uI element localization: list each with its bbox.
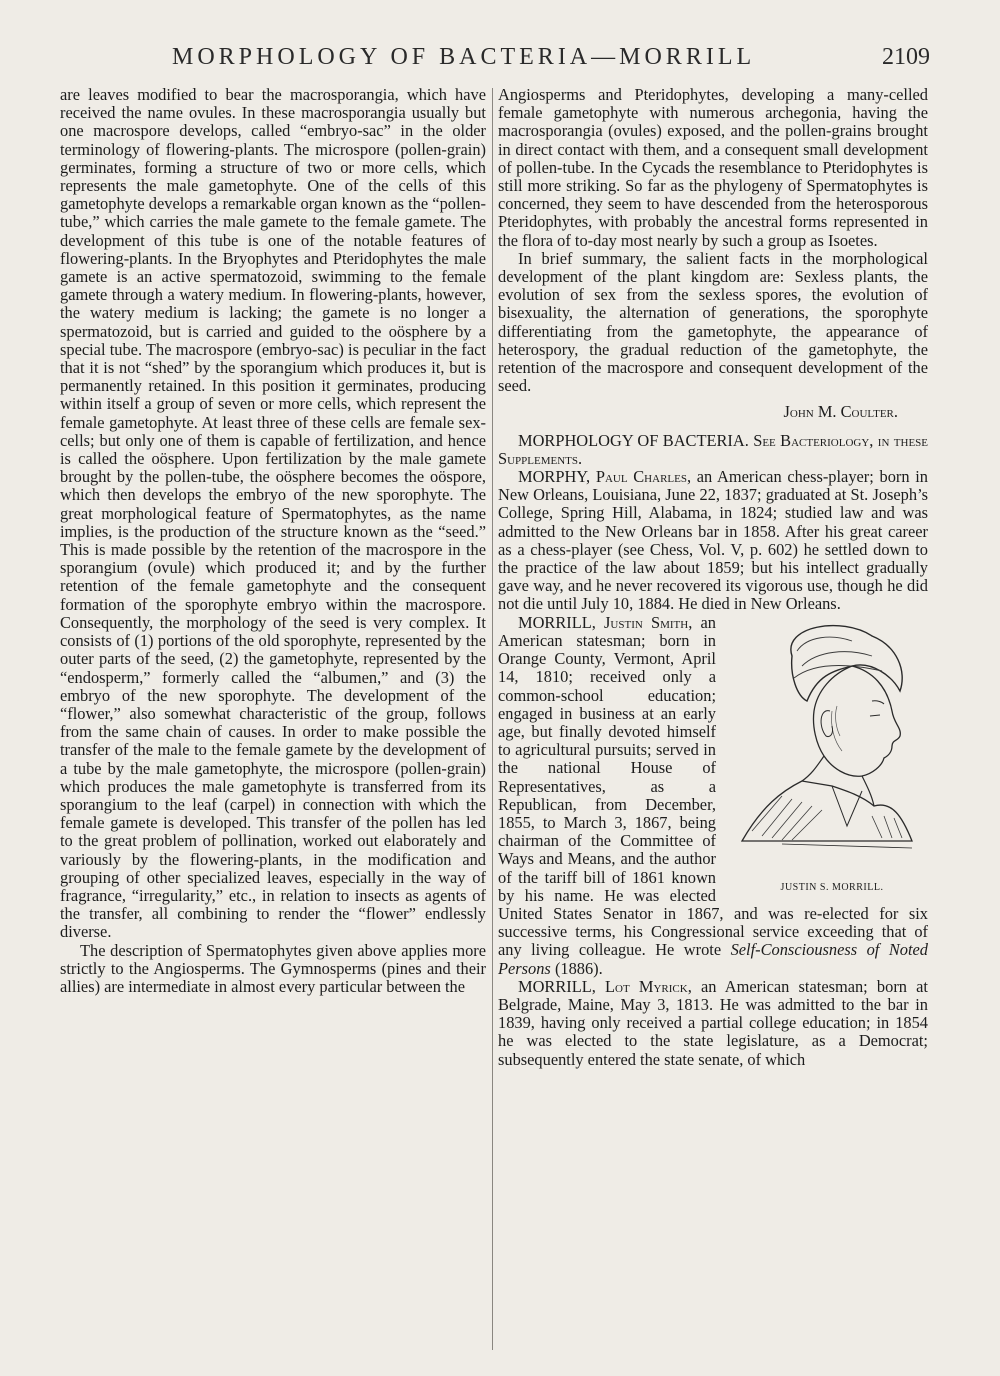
coulter-article-continuation-right: Angiosperms and Pteridophytes, developing a many-celled female gametophyte with numerous archegonia, having the macrosporangia (ovules) exposed, and the pollen-grains brought in direct contact with them, and a consequent small development of pollen-tube. In the Cycads the resemblance to Pteridophytes is still more striking. So far as the phylogeny of Spermatophytes is concerned, they seem to have descended from the heterosporous Pteridophytes, with probably the ancestral forms represented in the flora of to-day most nearly by such a group as Isoetes. <box>498 85 928 250</box>
author-signature: John M. Coulter. <box>783 402 898 422</box>
entry-headword: MORRILL, <box>518 976 596 996</box>
entry-headword: MORRILL, <box>518 612 596 632</box>
entry-morrill-justin-smith <box>498 614 928 978</box>
entry-morphy <box>498 468 928 614</box>
portrait-figure <box>722 616 934 898</box>
entry-text: an American statesman; born in Orange County, Vermont, April 14, 1810; received only a common-school education; engaged in business at an early age, but finally devoted himself to agricultural pursuits; served in the national House of Representatives, as a Republican, from December, 1855, to March 3, 1867, being chairman of the Committee of Ways and Means, and the author of the tariff bill of 1861 known by his name. He was elected United States Senator in 1867, and was re-elected for six successive terms, his Congressional service exceeding that of any living colleague. He wrote <box>498 612 928 960</box>
entry-morphology-of-bacteria <box>498 432 928 468</box>
right-column <box>498 86 928 1069</box>
entry-text: an American chess-player; born in New Orleans, Louisiana, June 22, 1837; graduated at St. Joseph’s College, Spring Hill, Alabama, in 1824; studied law and was admitted to the New Orleans bar in 1858. After his great career as a chess-player (see Chess, Vol. V, p. 602) he settled down to the practice of the law about 1859; but his intellect gradually gave way, and he never recovered its vigorous use, though he did not die until July 10, 1884. He died in New Orleans. <box>498 467 928 614</box>
left-column <box>60 86 486 996</box>
entry-text: See Bacteriology, in these Supplements. <box>498 430 928 468</box>
book-title: Self-Consciousness of Noted Persons <box>498 940 928 978</box>
entry-name: Paul Charles, <box>595 467 692 487</box>
summary-paragraph: In brief summary, the salient facts in the morphological development of the plant kingdom are: Sexless plants, the evolution of sex from the sexless spores, the evolution of bisexuality, the alternation of generations, the sporophyte differentiating from the gametophyte, the appearance of heterospory, the gradual reduction of the gametophyte, the retention of the macrospore and consequent development of the seed. <box>498 248 928 396</box>
paragraph-gymnosperms: The description of Spermatophytes given above applies more strictly to the Angiosperms. The Gymnosperms (pines and their allies) are intermediate in almost every particular between the <box>60 940 486 996</box>
column-divider <box>492 88 493 1350</box>
page-header <box>60 44 930 84</box>
entry-headword: MORPHOLOGY OF BACTERIA. <box>518 430 749 450</box>
running-head: MORPHOLOGY OF BACTERIA—MORRILL <box>172 44 756 70</box>
coulter-article-continuation: are leaves modified to bear the macrosporangia, which have received the name ovules. In these macrosporangia usually but one macrospore develops, called “embryo-sac” in the older terminology of flowering-plants. The microspore (pollen-grain) germinates, forming a structure of two or more cells, which represents the male gametophyte. One of the cells of this gametophyte develops a remarkable organ known as the “pollen-tube,” which carries the male gamete to the female gamete. The development of this tube is one of the notable features of flowering-plants. In the Bryophytes and Pteridophytes the male gamete is an active spermatozoid, swimming to the female gamete through a watery medium. In flowering-plants, however, the watery medium is lacking; the gamete is no longer a spermatozoid, but is carried and guided to the oösphere by a special tube. The macrospore (embryo-sac) is peculiar in the fact that it is not “shed” by the sporangium which produces it, but is permanently retained. In this position it germinates, producing within itself a group of seven or more cells, which represent the female gametophyte. At least three of these cells are female sex-cells; but only one of them is capable of fertilization, and hence is called the oösphere. Upon fertilization by the male gamete brought by the pollen-tube, the oösphere becomes the oöspore, which then develops the embryo of the new sporophyte. The great morphological feature of Spermatophytes, as the name implies, is the production of the structure known as the “seed.” This is made possible by the retention of the macrospore in the sporangium (ovule) which produced it; and by the further retention of the female gametophyte and the consequent formation of the sporophyte embryo within the macrospore. Consequently, the morphology of the seed is very complex. It consists of (1) portions of the old sporophyte, represented by the outer parts of the seed, (2) the gametophyte, represented by the “endosperm,” formerly called the “albumen,” and (3) the embryo of the new sporophyte. The development of the “flower,” also somewhat characteristic of the group, follows from the same chain of causes. In order to make possible the transfer of the male to the female gamete by the development of a tube by the male gametophyte, the microspore (pollen-grain) which produces the male gametophyte is transferred from its sporangium to the leaf (carpel) in connection with which the female gamete is developed. This transfer of the pollen has led to the great problem of pollination, worked out elaborately and variously by the flowering-plants, in the modification and grouping of other specialized leaves, especially in the way of fragrance, “irregularity,” etc., in relation to insects as agents of the transfer, all combining to render the “flower” endlessly diverse. <box>60 85 486 942</box>
entry-name: Justin Smith, <box>604 612 693 632</box>
portrait-caption: JUSTIN S. MORRILL. <box>780 882 884 894</box>
entry-text: an American statesman; born at Belgrade, Maine, May 3, 1813. He was admitted to the bar in 1839, having only received a partial college education; in 1854 he was elected to the state legislature, as a Democrat; subsequently entered the state senate, of which <box>498 976 928 1069</box>
entry-text-end: (1886). <box>554 958 603 978</box>
page-number: 2109 <box>882 44 930 70</box>
entry-morrill-lot-myrick <box>498 978 928 1069</box>
entry-name: Lot Myrick, <box>605 976 692 996</box>
portrait-engraving <box>722 616 934 876</box>
entry-headword: MORPHY, <box>518 467 591 487</box>
